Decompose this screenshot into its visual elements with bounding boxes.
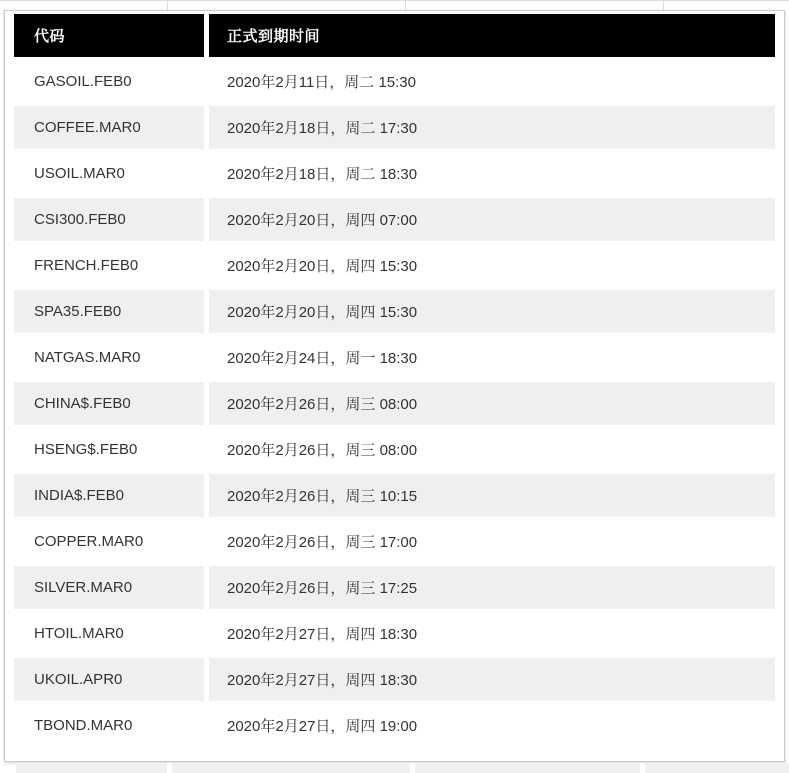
column-header-expiry-time: 正式到期时间 (209, 14, 775, 57)
expiry-time-cell: 2020年2月20日，周四 15:30 (227, 258, 418, 275)
expiry-time-cell: 2020年2月27日，周四 18:30 (227, 626, 418, 643)
adjacent-table-below-sliver (16, 763, 789, 773)
expiry-time-cell: 2020年2月27日，周四 18:30 (209, 658, 775, 701)
expiry-time-cell: 2020年2月26日，周三 17:25 (209, 566, 775, 609)
table-row (14, 106, 775, 149)
code-cell: COPPER.MAR0 (34, 533, 144, 550)
table-row (14, 60, 775, 103)
code-cell: INDIA$.FEB0 (14, 474, 204, 517)
table-row (14, 198, 775, 241)
expiry-time-cell: 2020年2月18日，周二 18:30 (227, 166, 418, 183)
code-cell: TBOND.MAR0 (34, 717, 133, 734)
code-cell: UKOIL.APR0 (14, 658, 204, 701)
table-row (14, 382, 775, 425)
table-row (14, 290, 775, 333)
table-row (14, 658, 775, 701)
header-row (14, 14, 775, 57)
table-row (14, 152, 775, 195)
table-row (14, 520, 775, 563)
expiry-time-cell: 2020年2月11日，周二 15:30 (227, 74, 416, 91)
expiry-time-cell: 2020年2月20日，周四 07:00 (209, 198, 775, 241)
table-row (14, 244, 775, 287)
table-row (14, 336, 775, 379)
expiry-time-cell: 2020年2月26日，周三 08:00 (209, 382, 775, 425)
code-cell: SILVER.MAR0 (14, 566, 204, 609)
expiry-time-cell: 2020年2月24日，周一 18:30 (227, 350, 418, 367)
code-cell: USOIL.MAR0 (34, 165, 125, 182)
expiry-time-cell: 2020年2月27日，周四 19:00 (227, 718, 418, 735)
column-divider (405, 1, 406, 10)
code-cell: COFFEE.MAR0 (14, 106, 204, 149)
table-row (14, 474, 775, 517)
column-header-code: 代码 (14, 14, 204, 57)
code-cell: HTOIL.MAR0 (34, 625, 124, 642)
code-cell: HSENG$.FEB0 (34, 441, 138, 458)
expiry-time-cell: 2020年2月26日，周三 08:00 (227, 442, 418, 459)
table-row (14, 704, 775, 747)
table-row (14, 612, 775, 655)
code-cell: GASOIL.FEB0 (34, 73, 132, 90)
column-gap (640, 763, 645, 773)
code-cell: CHINA$.FEB0 (14, 382, 204, 425)
code-cell: SPA35.FEB0 (14, 290, 204, 333)
table-row (14, 566, 775, 609)
futures-expiry-table (9, 11, 780, 750)
code-cell: NATGAS.MAR0 (34, 349, 141, 366)
table-row (14, 428, 775, 471)
code-cell: CSI300.FEB0 (14, 198, 204, 241)
expiry-time-cell: 2020年2月20日，周四 15:30 (209, 290, 775, 333)
column-divider (663, 1, 664, 10)
column-gap (410, 763, 415, 773)
column-divider (167, 1, 168, 10)
expiry-time-cell: 2020年2月26日，周三 10:15 (209, 474, 775, 517)
column-gap (167, 763, 172, 773)
expiry-time-cell: 2020年2月18日，周二 17:30 (209, 106, 775, 149)
expiry-time-cell: 2020年2月26日，周三 17:00 (227, 534, 418, 551)
code-cell: FRENCH.FEB0 (34, 257, 139, 274)
expiry-table-card (4, 10, 785, 762)
